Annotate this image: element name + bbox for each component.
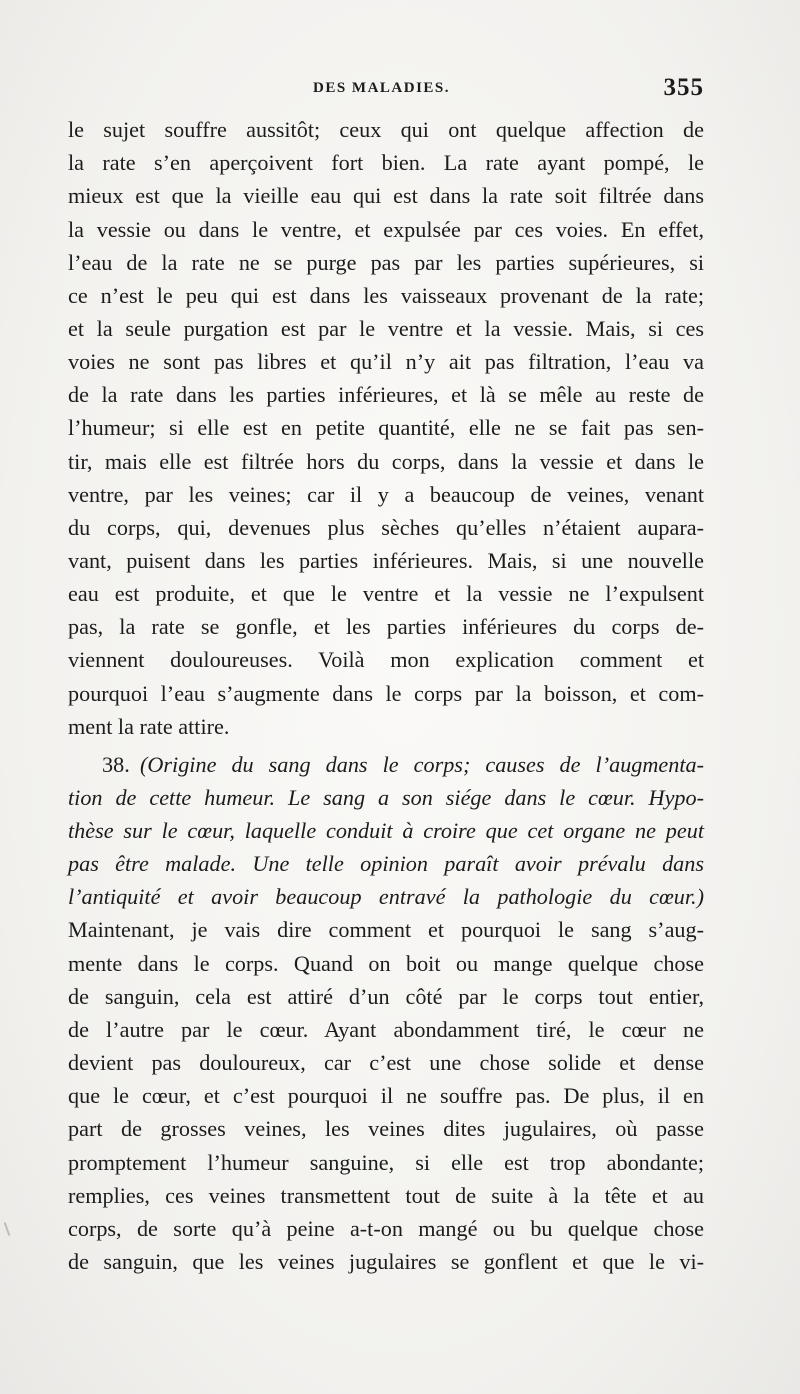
text-line: devient pas douloureux, car c’est une chose solide et dense [68, 1050, 704, 1075]
text-line: ventre, par les veines; car il y a beaucoup de veines, venant [68, 482, 704, 507]
text-line: Maintenant, je vais dire comment et pourquoi le sang s’aug- [68, 917, 704, 942]
text-line: tir, mais elle est filtrée hors du corps, dans la vessie et dans le [68, 449, 704, 474]
text-line: pourquoi l’eau s’augmente dans le corps par la boisson, et com- [68, 681, 704, 706]
section-summary-line: tion de cette humeur. Le sang a son siége dans le cœur. Hypo- [68, 785, 704, 810]
text-line: la vessie ou dans le ventre, et expulsée par ces voies. En effet, [68, 217, 704, 242]
margin-speck [4, 1222, 11, 1236]
text-line: de la rate dans les parties inférieures, et là se mêle au reste de [68, 382, 704, 407]
section-summary-line: pas être malade. Une telle opinion paraît avoir prévalu dans [68, 851, 704, 876]
text-line: mente dans le corps. Quand on boit ou mange quelque chose [68, 951, 704, 976]
text-line: ce n’est le peu qui est dans les vaisseaux provenant de la rate; [68, 283, 704, 308]
text-line: que le cœur, et c’est pourquoi il ne souffre pas. De plus, il en [68, 1083, 704, 1108]
text-line: eau est produite, et que le ventre et la vessie ne l’expulsent [68, 581, 704, 606]
text-line: viennent douloureuses. Voilà mon explication comment et [68, 647, 704, 672]
text-line: et la seule purgation est par le ventre et la vessie. Mais, si ces [68, 316, 704, 341]
section-number: 38. [102, 752, 130, 777]
page-number: 355 [663, 74, 704, 101]
text-line: le sujet souffre aussitôt; ceux qui ont quelque affection de [68, 117, 704, 142]
text-line: part de grosses veines, les veines dites jugulaires, où passe [68, 1116, 704, 1141]
running-head: DES MALADIES. [313, 80, 451, 96]
text-line: de sanguin, que les veines jugulaires se gonflent et que le vi- [68, 1249, 704, 1274]
page-header [68, 74, 704, 110]
text-line: mieux est que la vieille eau qui est dans la rate soit filtrée dans [68, 183, 704, 208]
text-line: la rate s’en aperçoivent fort bien. La rate ayant pompé, le [68, 150, 704, 175]
text-line: l’eau de la rate ne se purge pas par les parties supérieures, si [68, 250, 704, 275]
text-line: du corps, qui, devenues plus sèches qu’elles n’étaient aupara- [68, 515, 704, 540]
section-summary-line: thèse sur le cœur, laquelle conduit à croire que cet organe ne peut [68, 818, 704, 843]
text-line: corps, de sorte qu’à peine a-t-on mangé ou bu quelque chose [68, 1216, 704, 1241]
text-line: de l’autre par le cœur. Ayant abondamment tiré, le cœur ne [68, 1017, 704, 1042]
text-line: vant, puisent dans les parties inférieures. Mais, si une nouvelle [68, 548, 704, 573]
text-line: de sanguin, cela est attiré d’un côté par le corps tout entier, [68, 984, 704, 1009]
text-line: l’humeur; si elle est en petite quantité, elle ne se fait pas sen- [68, 415, 704, 440]
text-line: promptement l’humeur sanguine, si elle est trop abondante; [68, 1150, 704, 1175]
text-line: remplies, ces veines transmettent tout de suite à la tête et au [68, 1183, 704, 1208]
section-summary-line: (Origine du sang dans le corps; causes de l’augmenta- [140, 752, 704, 777]
text-line: ment la rate attire. [68, 714, 230, 739]
section-summary-line: l’antiquité et avoir beaucoup entravé la pathologie du cœur.) [68, 884, 704, 909]
text-line: pas, la rate se gonfle, et les parties inférieures du corps de- [68, 614, 704, 639]
text-line: voies ne sont pas libres et qu’il n’y ait pas filtration, l’eau va [68, 349, 704, 374]
